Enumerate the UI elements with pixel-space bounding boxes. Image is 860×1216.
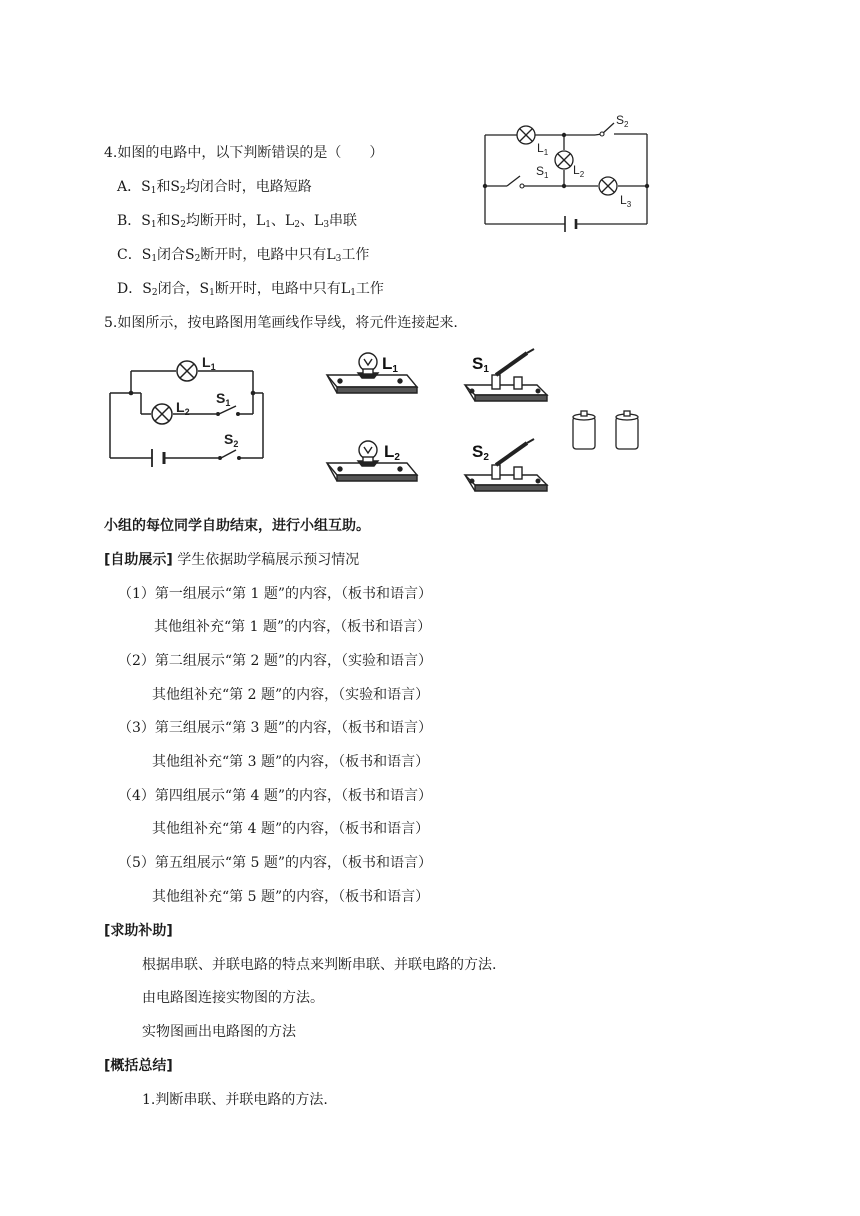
self-show-item: （1）第一组展示“第 1 题”的内容，（板书和语言）	[118, 586, 433, 602]
q4-option-b: B．$S_1$和$S_2$均断开时，$L_1$、$L_2$、$L_3$串联	[117, 213, 358, 230]
summary-item: 1.判断串联、并联电路的方法.	[142, 1092, 328, 1108]
svg-text:L3: $L_3$	[620, 193, 632, 209]
svg-text:L2: L2	[384, 442, 400, 463]
help-item: 根据串联、并联电路的特点来判断串联、并联电路的方法.	[142, 957, 497, 973]
help-heading: [求助补助]	[104, 923, 173, 939]
self-show-text: 学生依据助学稿展示预习情况	[172, 552, 360, 568]
q4-circuit-diagram	[480, 110, 665, 235]
self-show-item: （4）第四组展示“第 4 题”的内容，（板书和语言）	[118, 788, 433, 804]
q5-components	[322, 345, 662, 495]
q5-circuit-diagram	[106, 350, 281, 465]
self-show-item: 其他组补充“第 4 题”的内容，（板书和语言）	[152, 821, 430, 837]
lamp-l1-component	[327, 353, 417, 393]
summary-heading: [概括总结]	[104, 1058, 173, 1074]
svg-text:S1: $S_1$	[216, 390, 231, 408]
q4-option-a: A．$S_1$和$S_2$均闭合时，电路短路	[117, 179, 312, 196]
self-show-heading: [自助展示]	[104, 552, 173, 568]
svg-text:L2: $L_2$	[176, 399, 190, 417]
self-show-item: （2）第二组展示“第 2 题”的内容，（实验和语言）	[118, 653, 433, 669]
svg-text:L1: L1	[382, 354, 398, 375]
svg-text:L2: $L_2$	[573, 163, 585, 179]
svg-text:S2: S2	[472, 442, 489, 463]
self-show-item: 其他组补充“第 2 题”的内容，（实验和语言）	[152, 687, 430, 703]
svg-text:L1: $L_1$	[202, 354, 216, 372]
battery-icon	[573, 411, 638, 449]
help-item: 由电路图连接实物图的方法。	[142, 990, 324, 1006]
help-item: 实物图画出电路图的方法	[142, 1024, 296, 1040]
self-show-item: （5）第五组展示“第 5 题”的内容，（板书和语言）	[118, 855, 433, 871]
svg-text:S1: S1	[472, 354, 489, 375]
self-show-line	[104, 553, 359, 567]
svg-text:S1: $S_1$	[536, 164, 549, 180]
q4-option-c: C．$S_1$闭合$S_2$断开时，电路中只有$L_3$工作	[117, 247, 370, 264]
svg-text:S2: $S_2$	[224, 431, 239, 449]
q4-stem: 4.如图的电路中，以下判断错误的是（ ）	[104, 145, 384, 161]
self-show-item: 其他组补充“第 3 题”的内容，（板书和语言）	[152, 754, 430, 770]
self-show-item: 其他组补充“第 1 题”的内容，（板书和语言）	[154, 619, 432, 635]
lamp-l2-component	[327, 441, 417, 481]
q5-stem: 5.如图所示，按电路图用笔画线作导线，将元件连接起来.	[104, 315, 458, 331]
q4-option-d: D．$S_2$闭合，$S_1$断开时，电路中只有$L_1$工作	[117, 281, 384, 298]
self-show-item: 其他组补充“第 5 题”的内容，（板书和语言）	[152, 889, 430, 905]
group-mutual-help-line: 小组的每位同学自助结束，进行小组互助。	[104, 518, 370, 534]
svg-text:S2: $S_2$	[616, 113, 629, 129]
self-show-item: （3）第三组展示“第 3 题”的内容，（板书和语言）	[118, 720, 433, 736]
svg-text:L1: $L_1$	[537, 141, 549, 157]
